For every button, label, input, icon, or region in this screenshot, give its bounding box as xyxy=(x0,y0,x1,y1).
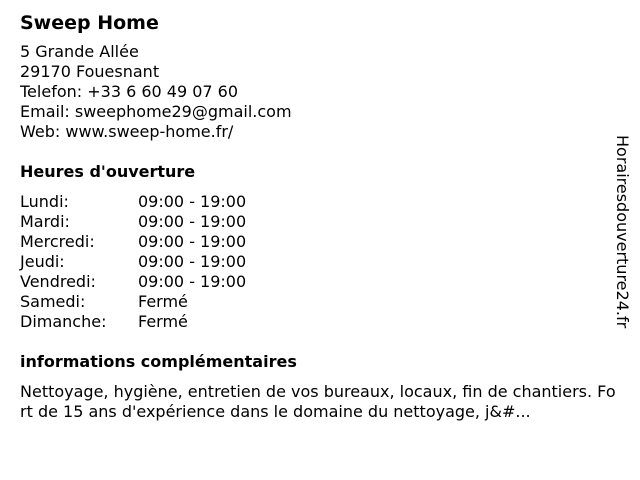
hours-time: 09:00 - 19:00 xyxy=(138,232,247,251)
hours-row-mardi xyxy=(20,212,620,232)
business-card xyxy=(20,11,620,422)
hours-day: Dimanche: xyxy=(20,312,107,331)
hours-row-dimanche xyxy=(20,312,620,332)
hours-title: Heures d'ouverture xyxy=(20,162,196,181)
business-name: Sweep Home xyxy=(20,12,159,34)
hours-day: Mardi: xyxy=(20,212,70,231)
hours-row-vendredi xyxy=(20,272,620,292)
hours-time: Fermé xyxy=(138,312,188,331)
hours-day: Vendredi: xyxy=(20,272,96,291)
hours-time: Fermé xyxy=(138,292,188,311)
hours-day: Samedi: xyxy=(20,292,86,311)
hours-time: 09:00 - 19:00 xyxy=(138,212,247,231)
site-watermark: Horairesdouverture24.fr xyxy=(613,135,632,329)
hours-time: 09:00 - 19:00 xyxy=(138,192,247,211)
hours-row-lundi xyxy=(20,192,620,212)
web-line: Web: www.sweep-home.fr/ xyxy=(20,122,234,141)
hours-day: Lundi: xyxy=(20,192,69,211)
info-title: informations complémentaires xyxy=(20,352,297,371)
hours-day: Jeudi: xyxy=(20,252,65,271)
hours-row-jeudi xyxy=(20,252,620,272)
hours-row-samedi xyxy=(20,292,620,312)
hours-time: 09:00 - 19:00 xyxy=(138,252,247,271)
info-description: Nettoyage, hygiène, entretien de vos bureaux, locaux, fin de chantiers. Fort de 15 ans d'expérience dans le domaine du nettoyage, j&#... xyxy=(20,382,616,421)
address-line-1: 5 Grande Allée xyxy=(20,42,139,61)
hours-time: 09:00 - 19:00 xyxy=(138,272,247,291)
hours-row-mercredi xyxy=(20,232,620,252)
address-line-2: 29170 Fouesnant xyxy=(20,62,160,81)
hours-day: Mercredi: xyxy=(20,232,95,251)
phone-line: Telefon: +33 6 60 49 07 60 xyxy=(20,82,239,101)
email-line: Email: sweephome29@gmail.com xyxy=(20,102,292,121)
